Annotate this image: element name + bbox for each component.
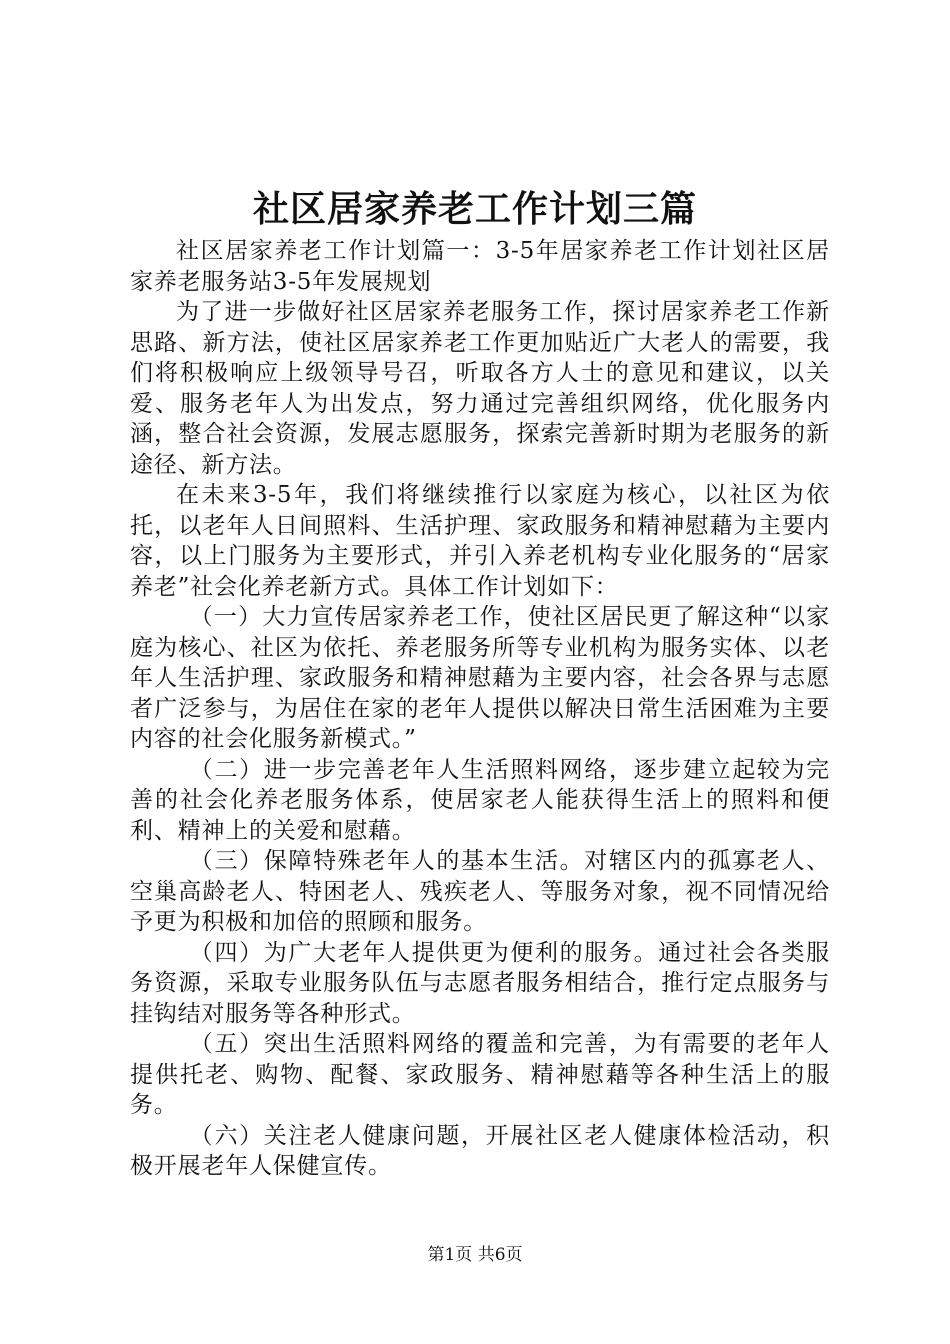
paragraph-item-1: （一）大力宣传居家养老工作，使社区居民更了解这种“以家庭为核心、社区为依托、养老服务所等专业机构为服务实体、以老年人生活护理、家政服务和精神慰藉为主要内容，社会各界与志愿者广泛参与，为居住在家的老年人提供以解决日常生活困难为主要内容的社会化服务新模式。” xyxy=(130,604,830,752)
document-body xyxy=(130,236,830,1182)
paragraph-item-3: （三）保障特殊老年人的基本生活。对辖区内的孤寡老人、空巢高龄老人、特困老人、残疾老人、等服务对象，视不同情况给予更为积极和加倍的照顾和服务。 xyxy=(130,848,830,935)
paragraph-item-6: （六）关注老人健康问题，开展社区老人健康体检活动，积极开展老年人保健宣传。 xyxy=(130,1122,830,1179)
paragraph-purpose: 为了进一步做好社区居家养老服务工作，探讨居家养老工作新思路、新方法，使社区居家养老工作更加贴近广大老人的需要，我们将积极响应上级领导号召，听取各方人士的意见和建议，以关爱、服务老年人为出发点，努力通过完善组织网络，优化服务内涵，整合社会资源，发展志愿服务，探索完善新时期为老服务的新途径、新方法。 xyxy=(130,299,830,478)
paragraph-item-4: （四）为广大老年人提供更为便利的服务。通过社会各类服务资源，采取专业服务队伍与志愿者服务相结合，推行定点服务与挂钩结对服务等各种形式。 xyxy=(130,939,830,1027)
document-title: 社区居家养老工作计划三篇 xyxy=(252,188,697,230)
paragraph-item-2: （二）进一步完善老年人生活照料网络，逐步建立起较为完善的社会化养老服务体系，使居家老人能获得生活上的照料和便利、精神上的关爱和慰藉。 xyxy=(130,756,830,844)
paragraph-item-5: （五）突出生活照料网络的覆盖和完善，为有需要的老年人提供托老、购物、配餐、家政服务、精神慰藉等各种生活上的服务。 xyxy=(130,1031,830,1118)
paragraph-plan-overview: 在未来3-5年，我们将继续推行以家庭为核心，以社区为依托，以老年人日间照料、生活护理、家政服务和精神慰藉为主要内容，以上门服务为主要形式，并引入养老机构专业化服务的“居家养老”社会化养老新方式。具体工作计划如下： xyxy=(130,482,830,600)
page-number-footer: 第1页 共6页 xyxy=(427,1245,523,1265)
paragraph-intro: 社区居家养老工作计划篇一：3-5年居家养老工作计划社区居家养老服务站3-5年发展规划 xyxy=(130,238,830,295)
